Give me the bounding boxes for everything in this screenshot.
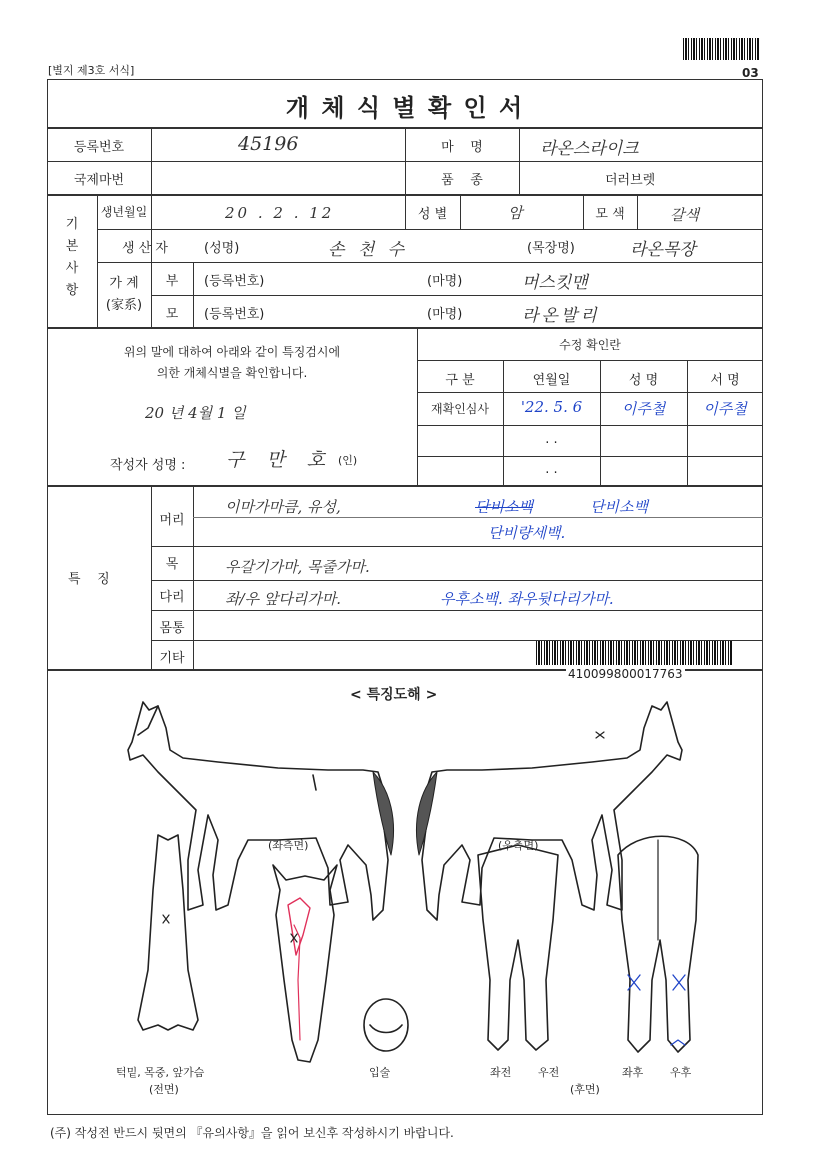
right-side-label: (우측면) [498,839,539,852]
front-right-label: 우전 [538,1066,560,1079]
sire-label: 부 [165,274,179,289]
col-sign: 서 명 [710,373,740,388]
horse-name-label: 마 명 [441,140,483,155]
head-label: 머리 [159,513,185,528]
horse-name-value: 라온스라이크 [540,139,639,159]
rear-label: (후면) [570,1083,600,1096]
revision-row-date-2: . . [545,432,558,447]
confirm-date: 20 년 4월 1 일 [145,404,246,422]
author-label: 작성자 성명 : [110,458,186,473]
sire-name-value: 머스킷맨 [522,273,588,293]
revision-row-date: '22. 5. 6 [520,398,583,416]
farm-value: 라온목장 [630,240,696,260]
other-label: 기타 [159,651,185,666]
birth-label: 생년월일 [100,205,148,219]
confirm-text-2: 의한 개체식별을 확인합니다. [156,366,308,380]
producer-name-label: (성명) [204,241,240,256]
features-section-label: 특 징 [68,572,110,587]
footer-note: (주) 작성전 반드시 뒷면의 『유의사항』을 읽어 보신후 작성하시기 바랍니다. [50,1126,454,1140]
hind-left-label: 좌후 [622,1066,644,1079]
head-blue: 단비량세백. [488,524,566,542]
reg-no-label: 등록번호 [73,140,125,155]
producer-label: 생 산 자 [122,241,168,256]
dam-reg-label: (등록번호) [204,307,265,322]
author-value: 구 만 호 [226,449,334,471]
right-horse-tail [416,772,437,855]
dam-name-value: 라온발리 [522,306,600,326]
neck-label: 목 [165,557,179,572]
sticker-barcode [536,641,732,665]
dam-name-label: (마명) [427,307,463,322]
revision-row-date-3: . . [545,462,558,477]
sire-reg-label: (등록번호) [204,274,265,289]
legs-blue: 우후소백. 좌우뒷다리가마. [440,590,614,608]
head-front-outline [273,865,337,1062]
neck-value: 우갈기가마, 목줄가마. [225,558,370,576]
left-side-label: (좌측면) [268,839,309,852]
breed-label: 품 종 [441,173,483,188]
revision-header: 수정 확인란 [559,338,621,352]
front-left-label: 좌전 [490,1066,512,1079]
dam-label: 모 [165,307,179,322]
confirm-text-1: 위의 말에 대하여 아래와 같이 특징검시에 [123,345,341,359]
revision-row-name: 이주철 [621,400,666,418]
top-barcode [683,38,759,60]
color-value: 갈색 [670,206,699,224]
front-legs-outline [478,845,558,1050]
right-horse-outline [422,702,682,920]
basic-section-label: 기 본 사 항 [65,217,79,298]
barcode-number: 410099800017763 [568,667,683,681]
sire-name-label: (마명) [427,274,463,289]
form-code: [별지 제3호 서식] [48,64,135,77]
body-label: 몸통 [159,621,185,636]
color-label: 모 색 [595,207,625,222]
farm-label: (목장명) [527,241,575,256]
intl-no-label: 국제마번 [73,173,125,188]
head-extra: 단비소백 [590,498,648,516]
revision-row-type: 재확인심사 [431,402,489,416]
revision-row-sign: 이주철 [703,400,747,418]
birth-value: 20 . 2 . 12 [225,204,335,222]
sex-label: 성 별 [417,207,448,222]
breed-value: 더러브렛 [605,173,656,188]
head-value: 이마가마큼, 유성, [225,498,341,516]
producer-name-value: 손 천 수 [328,240,409,260]
page-number: 03 [742,66,759,80]
col-type: 구 분 [445,373,475,388]
seal-label: (인) [338,454,358,467]
left-horse-outline [128,702,388,920]
head-strike: 단비소백 [475,498,533,516]
lineage-label: 가 계 (家系) [105,276,143,313]
reg-no-value: 45196 [238,133,299,155]
left-horse-tail [373,772,394,855]
front-label: (전면) [149,1083,179,1096]
legs-label: 다리 [159,590,185,605]
horse-diagram [48,680,762,1114]
hind-right-label: 우후 [670,1066,692,1079]
col-date: 연월일 [532,373,571,388]
muzzle-caption: 입술 [369,1066,391,1079]
chest-front-outline [138,835,198,1030]
front-caption: 턱밑, 목중, 앞가슴 [116,1066,205,1079]
form-title: 개 체 식 별 확 인 서 [285,94,525,122]
legs-value: 좌/우 앞다리가마. [225,590,342,608]
diagram-title: < 특징도해 > [350,687,438,703]
sex-value: 암 [508,204,523,222]
col-name: 성 명 [628,373,659,388]
